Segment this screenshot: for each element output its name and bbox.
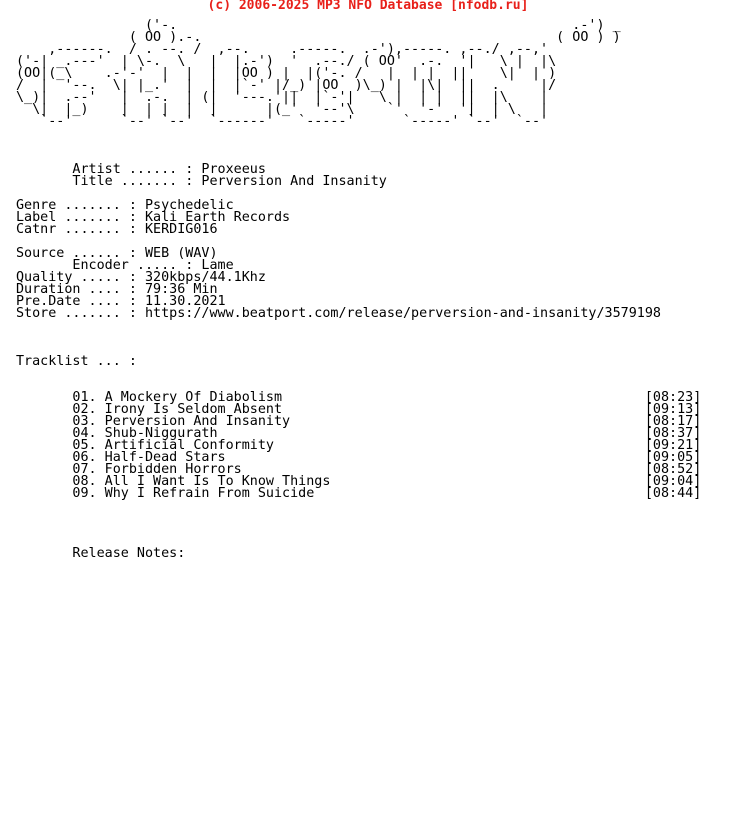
store-line: Store ....... : https://www.beatport.com/release/perversion-and-insanity/3579198 <box>16 306 661 321</box>
track-item: 03. Perversion And Insanity [08:17] <box>16 414 702 429</box>
track-item: 02. Irony Is Seldom Absent [09:13] <box>16 402 702 417</box>
genre-line: Genre ....... : Psychedelic <box>16 198 234 213</box>
tracklist-heading: Tracklist ... : <box>16 354 137 369</box>
catnr-line: Catnr ....... : KERDIG016 <box>16 222 218 237</box>
track-item: 01. A Mockery Of Diabolism [08:23] <box>16 390 702 405</box>
source-line: Source ...... : WEB (WAV) <box>16 246 218 261</box>
label-line: Label ....... : Kali Earth Records <box>16 210 291 225</box>
encoder-line: Encoder ..... : Lame <box>16 258 234 273</box>
artist-line: Artist ...... : Proxeeus <box>16 162 266 177</box>
ascii-logo: ('-. .-') _ ( OO ).-. ( OO ) ) ,------. / . --. / ,--. .-----. .-'),-----. ,--./ ,--,' ('-| _.---' | \-. \ | |.-') ' .--./ ( OO' .-. '| \ | |\ (OO|(_\ .-'-' | | | |OO ) | |('-. / | | | || \| | ) / | '--. \| |_.' | | |`-' |/_) |OO )\_) | |\| || . |/ \_)| .--' | .-. | (| '---.'|| |`-'| \ | | | || |\ | \| |_) | | | | | |(_' '--'\ `' '-' '| | \ | `--' `--' `--' `------' `-----' `-----' `--' `--' <box>16 18 621 129</box>
track-item: 04. Shub-Niggurath [08:37] <box>16 426 702 441</box>
title-line: Title ....... : Perversion And Insanity <box>16 174 387 189</box>
nfo-text <box>16 20 701 560</box>
duration-line: Duration .... : 79:36 Min <box>16 282 218 297</box>
predate-line: Pre.Date .... : 11.30.2021 <box>16 294 226 309</box>
track-item: 05. Artificial Conformity [09:21] <box>16 438 702 453</box>
release-notes-heading: Release Notes: <box>16 546 186 561</box>
track-item: 08. All I Want Is To Know Things [09:04] <box>16 474 702 489</box>
track-item: 09. Why I Refrain From Suicide [08:44] <box>16 486 702 501</box>
track-item: 06. Half-Dead Stars [09:05] <box>16 450 702 465</box>
track-item: 07. Forbidden Horrors [08:52] <box>16 462 702 477</box>
quality-line: Quality ..... : 320kbps/44.1Khz <box>16 270 266 285</box>
nfodb-copyright-header: (c) 2006-2025 MP3 NFO Database [nfodb.ru] <box>207 0 529 13</box>
